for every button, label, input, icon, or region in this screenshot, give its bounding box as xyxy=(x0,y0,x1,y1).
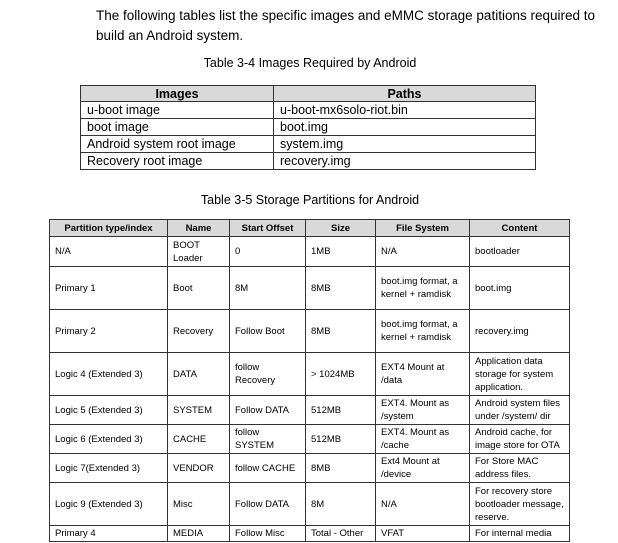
name-cell: MEDIA xyxy=(168,526,230,542)
table-row xyxy=(50,396,570,425)
table-row xyxy=(50,425,570,454)
table-row xyxy=(81,136,536,153)
size-cell: 8MB xyxy=(306,267,376,310)
content-cell: Android system files under /system/ dir xyxy=(470,396,570,425)
table-row xyxy=(81,119,536,136)
table-row xyxy=(50,310,570,353)
filesystem-cell: boot.img format, a kernel + ramdisk xyxy=(376,267,470,310)
size-cell: 1MB xyxy=(306,237,376,267)
filesystem-cell: N/A xyxy=(376,237,470,267)
name-cell: BOOT Loader xyxy=(168,237,230,267)
size-cell: 8MB xyxy=(306,310,376,353)
offset-cell: Follow Misc xyxy=(230,526,306,542)
partition-cell: Primary 1 xyxy=(50,267,168,310)
table-header-row xyxy=(50,220,570,237)
column-header-size: Size xyxy=(306,220,376,237)
size-cell: 8MB xyxy=(306,454,376,483)
filesystem-cell: Ext4 Mount at /device xyxy=(376,454,470,483)
partition-cell: Logic 9 (Extended 3) xyxy=(50,483,168,526)
name-cell: Recovery xyxy=(168,310,230,353)
filesystem-cell: boot.img format, a kernel + ramdisk xyxy=(376,310,470,353)
table-row xyxy=(50,483,570,526)
offset-cell: 8M xyxy=(230,267,306,310)
content-cell: Application data storage for system application. xyxy=(470,353,570,396)
offset-cell: 0 xyxy=(230,237,306,267)
table-row xyxy=(81,102,536,119)
filesystem-cell: VFAT xyxy=(376,526,470,542)
image-path-cell: u-boot-mx6solo-riot.bin xyxy=(274,102,536,119)
name-cell: DATA xyxy=(168,353,230,396)
content-cell: bootloader xyxy=(470,237,570,267)
table-row xyxy=(50,237,570,267)
partition-cell: Logic 7(Extended 3) xyxy=(50,454,168,483)
column-header-file-system: File System xyxy=(376,220,470,237)
column-header-images: Images xyxy=(81,86,274,102)
table2-caption: Table 3-5 Storage Partitions for Android xyxy=(200,193,420,207)
content-cell: Android cache, for image store for OTA xyxy=(470,425,570,454)
name-cell: Boot xyxy=(168,267,230,310)
content-cell: boot.img xyxy=(470,267,570,310)
column-header-partition: Partition type/index xyxy=(50,220,168,237)
image-path-cell: boot.img xyxy=(274,119,536,136)
offset-cell: follow Recovery xyxy=(230,353,306,396)
column-header-paths: Paths xyxy=(274,86,536,102)
size-cell: Total - Other xyxy=(306,526,376,542)
table-row xyxy=(50,526,570,542)
name-cell: VENDOR xyxy=(168,454,230,483)
offset-cell: Follow DATA xyxy=(230,396,306,425)
image-path-cell: recovery.img xyxy=(274,153,536,170)
partition-cell: Logic 6 (Extended 3) xyxy=(50,425,168,454)
name-cell: Misc xyxy=(168,483,230,526)
offset-cell: follow CACHE xyxy=(230,454,306,483)
filesystem-cell: EXT4. Mount as /system xyxy=(376,396,470,425)
table-row xyxy=(50,353,570,396)
table-row xyxy=(81,153,536,170)
column-header-content: Content xyxy=(470,220,570,237)
size-cell: 512MB xyxy=(306,425,376,454)
images-table xyxy=(80,85,536,170)
column-header-start-offset: Start Offset xyxy=(230,220,306,237)
offset-cell: Follow Boot xyxy=(230,310,306,353)
size-cell: > 1024MB xyxy=(306,353,376,396)
offset-cell: Follow DATA xyxy=(230,483,306,526)
image-path-cell: system.img xyxy=(274,136,536,153)
partitions-table xyxy=(49,219,570,542)
table1-caption: Table 3-4 Images Required by Android xyxy=(203,56,417,70)
intro-paragraph: The following tables list the specific images and eMMC storage patitions required to build an Android system. xyxy=(96,8,595,43)
name-cell: SYSTEM xyxy=(168,396,230,425)
content-cell: For recovery store bootloader message, reserve. xyxy=(470,483,570,526)
content-cell: For internal media xyxy=(470,526,570,542)
filesystem-cell: EXT4. Mount as /cache xyxy=(376,425,470,454)
filesystem-cell: EXT4 Mount at /data xyxy=(376,353,470,396)
size-cell: 8M xyxy=(306,483,376,526)
image-name-cell: Recovery root image xyxy=(81,153,274,170)
partition-cell: Logic 5 (Extended 3) xyxy=(50,396,168,425)
table-header-row xyxy=(81,86,536,102)
image-name-cell: Android system root image xyxy=(81,136,274,153)
size-cell: 512MB xyxy=(306,396,376,425)
content-cell: recovery.img xyxy=(470,310,570,353)
partition-cell: Primary 2 xyxy=(50,310,168,353)
table-row xyxy=(50,267,570,310)
name-cell: CACHE xyxy=(168,425,230,454)
image-name-cell: boot image xyxy=(81,119,274,136)
image-name-cell: u-boot image xyxy=(81,102,274,119)
content-cell: For Store MAC address files. xyxy=(470,454,570,483)
partition-cell: N/A xyxy=(50,237,168,267)
column-header-name: Name xyxy=(168,220,230,237)
filesystem-cell: N/A xyxy=(376,483,470,526)
partition-cell: Primary 4 xyxy=(50,526,168,542)
table-row xyxy=(50,454,570,483)
offset-cell: follow SYSTEM xyxy=(230,425,306,454)
partition-cell: Logic 4 (Extended 3) xyxy=(50,353,168,396)
